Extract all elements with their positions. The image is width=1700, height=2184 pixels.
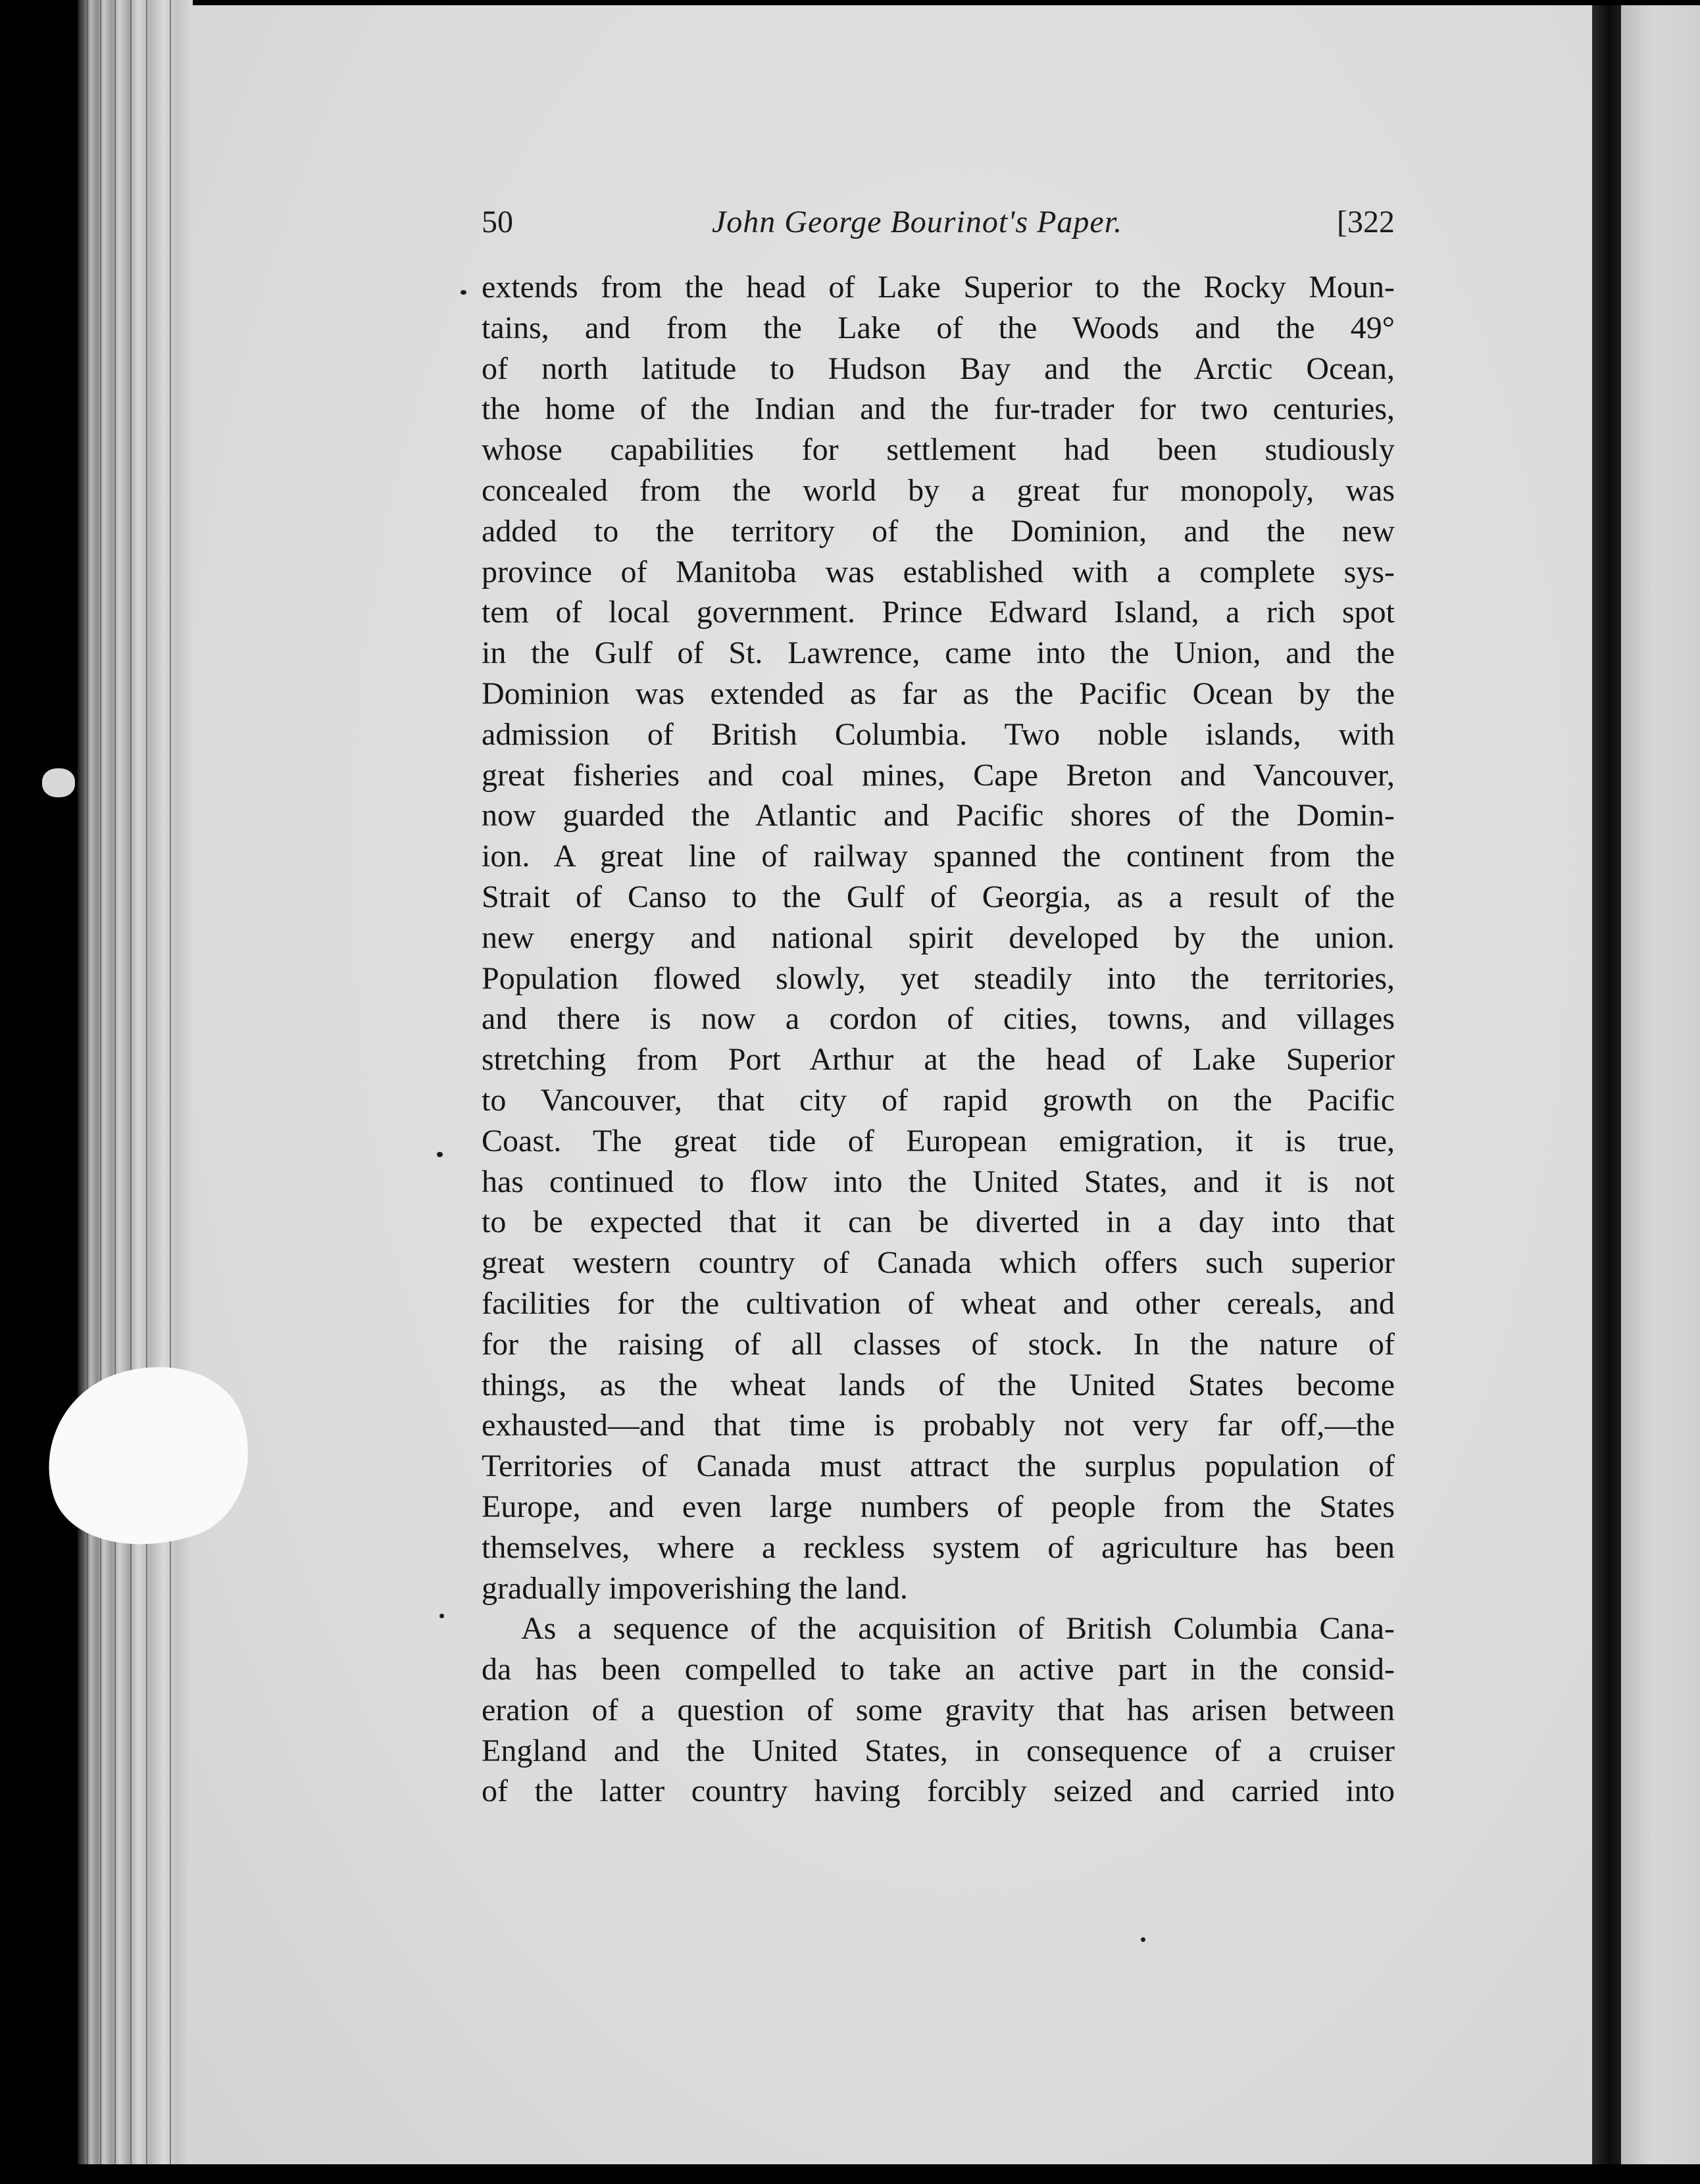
- text-line: tains, and from the Lake of the Woods and the 49°: [482, 310, 1395, 345]
- book-gutter: [1592, 5, 1621, 2164]
- text-line: the home of the Indian and the fur-trader for two centuries,: [482, 391, 1395, 427]
- text-line: admission of British Columbia. Two noble islands, with: [482, 716, 1395, 752]
- body-text: [482, 267, 1395, 1812]
- text-line: extends from the head of Lake Superior to the Rocky Moun-: [482, 270, 1395, 305]
- text-line: Coast. The great tide of European emigration, it is true,: [482, 1123, 1395, 1158]
- text-line: England and the United States, in consequence of a cruiser: [482, 1733, 1395, 1768]
- text-line: ion. A great line of railway spanned the continent from the: [482, 839, 1395, 874]
- text-line: of the latter country having forcibly seized and carried into: [482, 1774, 1395, 1809]
- text-line: gradually impoverishing the land.: [482, 1570, 908, 1606]
- text-line: new energy and national spirit developed by the union.: [482, 920, 1395, 955]
- scan-blemish-small: [42, 768, 75, 797]
- ink-speck: [1141, 1937, 1145, 1942]
- text-line: whose capabilities for settlement had been studiously: [482, 432, 1395, 468]
- text-line: has continued to flow into the United States, and it is not: [482, 1164, 1395, 1199]
- text-line: great fisheries and coal mines, Cape Breton and Vancouver,: [482, 757, 1395, 793]
- section-number: [322: [1337, 205, 1395, 239]
- text-line: tem of local government. Prince Edward Island, a rich spot: [482, 595, 1395, 630]
- ink-speck: [437, 1152, 443, 1157]
- text-line: eration of a question of some gravity that has arisen between: [482, 1692, 1395, 1727]
- text-line: in the Gulf of St. Lawrence, came into the Union, and the: [482, 635, 1395, 671]
- ink-speck: [439, 1614, 444, 1618]
- text-line: As a sequence of the acquisition of British Columbia Cana-: [521, 1611, 1395, 1647]
- text-line: to be expected that it can be diverted in a day into that: [482, 1204, 1395, 1240]
- text-line: Europe, and even large numbers of people from the States: [482, 1489, 1395, 1524]
- page-number: 50: [482, 205, 513, 239]
- paragraph-1: [482, 267, 1395, 1608]
- paragraph-2: [482, 1608, 1395, 1812]
- text-line: to Vancouver, that city of rapid growth on the Pacific: [482, 1082, 1395, 1118]
- text-line: things, as the wheat lands of the United States become: [482, 1367, 1395, 1402]
- text-line: of north latitude to Hudson Bay and the Arctic Ocean,: [482, 351, 1395, 386]
- text-line: concealed from the world by a great fur monopoly, was: [482, 472, 1395, 508]
- text-line: Dominion was extended as far as the Pacific Ocean by the: [482, 676, 1395, 711]
- text-line: for the raising of all classes of stock. In the nature of: [482, 1326, 1395, 1362]
- text-line: themselves, where a reckless system of agriculture has been: [482, 1529, 1395, 1565]
- text-line: da has been compelled to take an active part in the consid-: [482, 1652, 1395, 1687]
- running-head: [482, 197, 1395, 257]
- text-line: Strait of Canso to the Gulf of Georgia, as a result of the: [482, 879, 1395, 914]
- facing-page-edge: [1621, 5, 1700, 2164]
- text-line: added to the territory of the Dominion, and the new: [482, 513, 1395, 549]
- text-line: province of Manitoba was established with a complete sys-: [482, 554, 1395, 589]
- text-line: exhausted—and that time is probably not very far off,—the: [482, 1408, 1395, 1443]
- text-line: now guarded the Atlantic and Pacific shores of the Domin-: [482, 798, 1395, 833]
- text-line: and there is now a cordon of cities, towns, and villages: [482, 1001, 1395, 1037]
- page-stack-edge: [78, 0, 193, 2164]
- running-title: John George Bourinot's Paper.: [712, 205, 1123, 239]
- text-line: great western country of Canada which offers such superior: [482, 1245, 1395, 1281]
- ink-speck: [461, 290, 466, 295]
- text-line: facilities for the cultivation of wheat and other cereals, and: [482, 1285, 1395, 1321]
- text-line: Territories of Canada must attract the surplus population of: [482, 1449, 1395, 1484]
- text-line: Population flowed slowly, yet steadily into the territories,: [482, 960, 1395, 996]
- scan-border: [0, 2164, 1700, 2184]
- text-line: stretching from Port Arthur at the head of Lake Superior: [482, 1042, 1395, 1078]
